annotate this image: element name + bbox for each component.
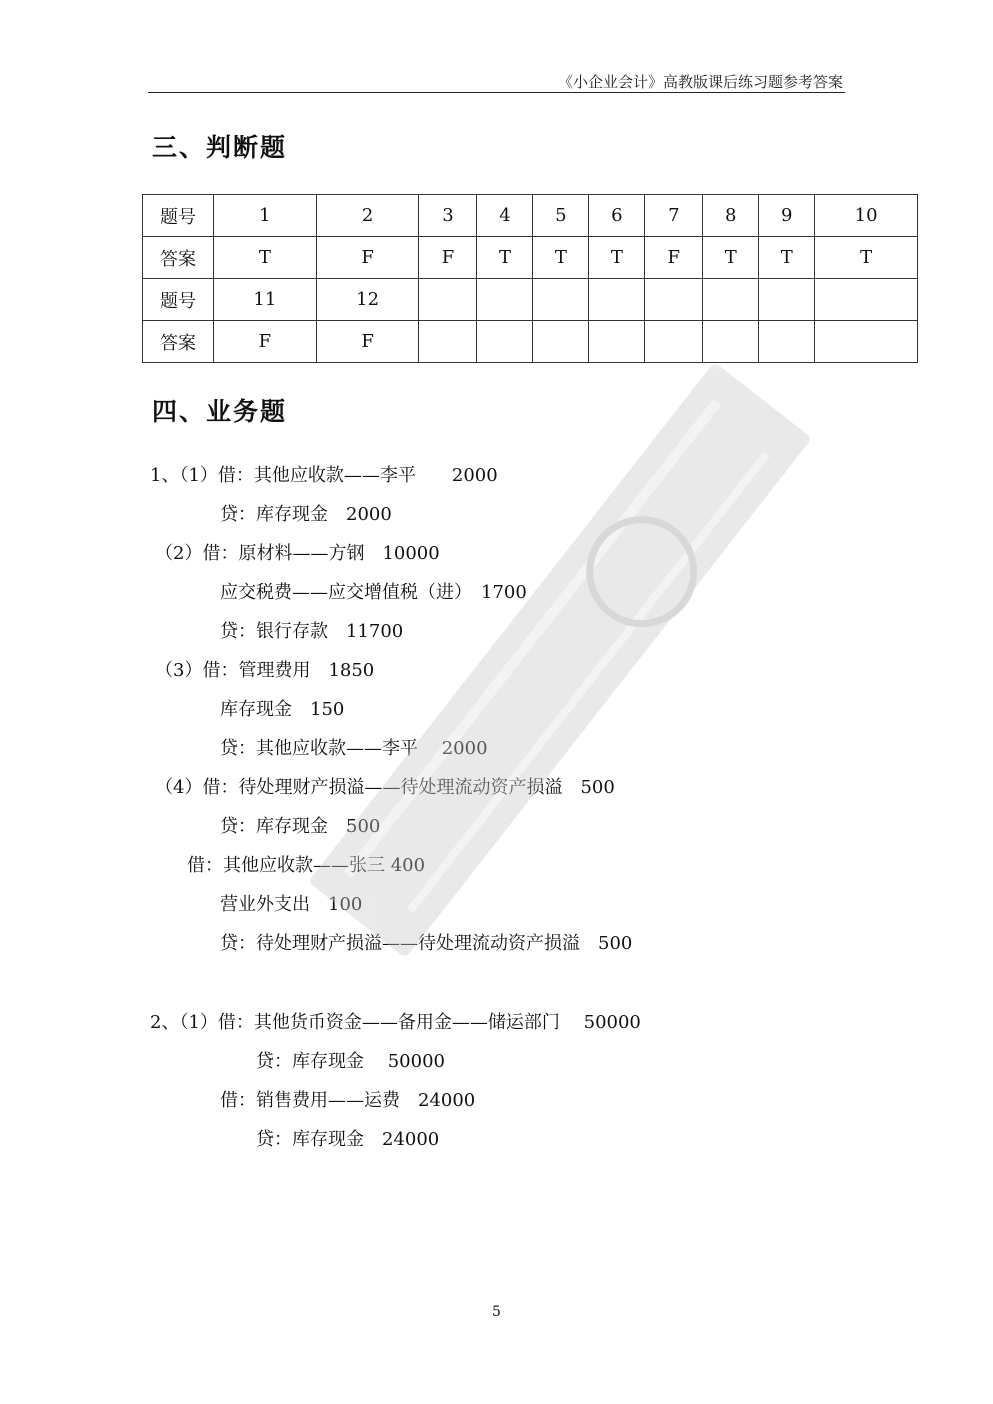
entry-line: 借：其他应收款——张三 400 [187,855,426,876]
judgement-answer-table [142,194,918,363]
entry-line: 贷：库存现金 500 [220,816,381,837]
answer-cell [815,279,918,321]
answer-cell [477,279,533,321]
entry-line: 借：销售费用——运费 24000 [220,1090,476,1111]
running-header: 《小企业会计》高教版课后练习题参考答案 [557,73,843,91]
answer-cell: 6 [589,195,645,237]
answer-cell: 8 [703,195,759,237]
answer-cell: 7 [645,195,703,237]
answer-cell: T [477,237,533,279]
entry-line: 贷：库存现金 24000 [256,1129,440,1150]
answer-cell: F [419,237,477,279]
answer-cell [703,321,759,363]
answer-cell [759,321,815,363]
entry-line: （2）借：原材料——方钢 10000 [155,543,440,564]
row-header-cell: 题号 [143,279,214,321]
header-divider [148,92,845,93]
answer-cell: 2 [316,195,419,237]
answer-cell: F [316,237,419,279]
answer-cell: F [316,321,419,363]
answer-cell [645,321,703,363]
answer-cell: 5 [533,195,589,237]
answer-cell: T [759,237,815,279]
entry-line: （3）借：管理费用 1850 [155,660,375,681]
answer-cell: T [589,237,645,279]
answer-cell: 1 [214,195,317,237]
answer-cell [419,279,477,321]
answer-cell [703,279,759,321]
answer-cell [759,279,815,321]
answer-cell: 3 [419,195,477,237]
answer-cell: 11 [214,279,317,321]
answer-cell: T [214,237,317,279]
answer-cell: 4 [477,195,533,237]
answer-cell: 9 [759,195,815,237]
row-header-cell: 题号 [143,195,214,237]
entry-line: 贷：银行存款 11700 [220,621,404,642]
answer-cell [645,279,703,321]
table-row [143,279,918,321]
answer-cell [815,321,918,363]
entry-line: （4）借：待处理财产损溢——待处理流动资产损溢 500 [155,777,615,798]
answer-cell: 12 [316,279,419,321]
row-header-cell: 答案 [143,237,214,279]
answer-cell [533,279,589,321]
section-title-judgement: 三、判断题 [152,133,288,162]
entry-line: 应交税费——应交增值税（进） 1700 [220,582,527,603]
answer-cell: 10 [815,195,918,237]
section-title-business: 四、业务题 [152,397,288,426]
answer-cell: T [815,237,918,279]
entry-line: 1、（1）借：其他应收款——李平 2000 [150,465,498,486]
answer-cell: T [533,237,589,279]
page-number: 5 [492,1304,501,1320]
entry-line: 营业外支出 100 [220,894,363,915]
answer-cell: F [214,321,317,363]
entry-line: 贷：待处理财产损溢——待处理流动资产损溢 500 [220,933,633,954]
table-row [143,321,918,363]
answer-cell [589,321,645,363]
row-header-cell: 答案 [143,321,214,363]
entry-line: 2、（1）借：其他货币资金——备用金——储运部门 50000 [150,1012,641,1033]
entry-line: 贷：库存现金 50000 [256,1051,445,1072]
answer-cell [533,321,589,363]
answer-cell: T [703,237,759,279]
table-row [143,195,918,237]
answer-cell [589,279,645,321]
entry-line: 贷：其他应收款——李平 2000 [220,738,488,759]
entry-line: 库存现金 150 [220,699,345,720]
answer-cell: F [645,237,703,279]
table-row [143,237,918,279]
answer-cell [419,321,477,363]
answer-cell [477,321,533,363]
entry-line: 贷：库存现金 2000 [220,504,392,525]
